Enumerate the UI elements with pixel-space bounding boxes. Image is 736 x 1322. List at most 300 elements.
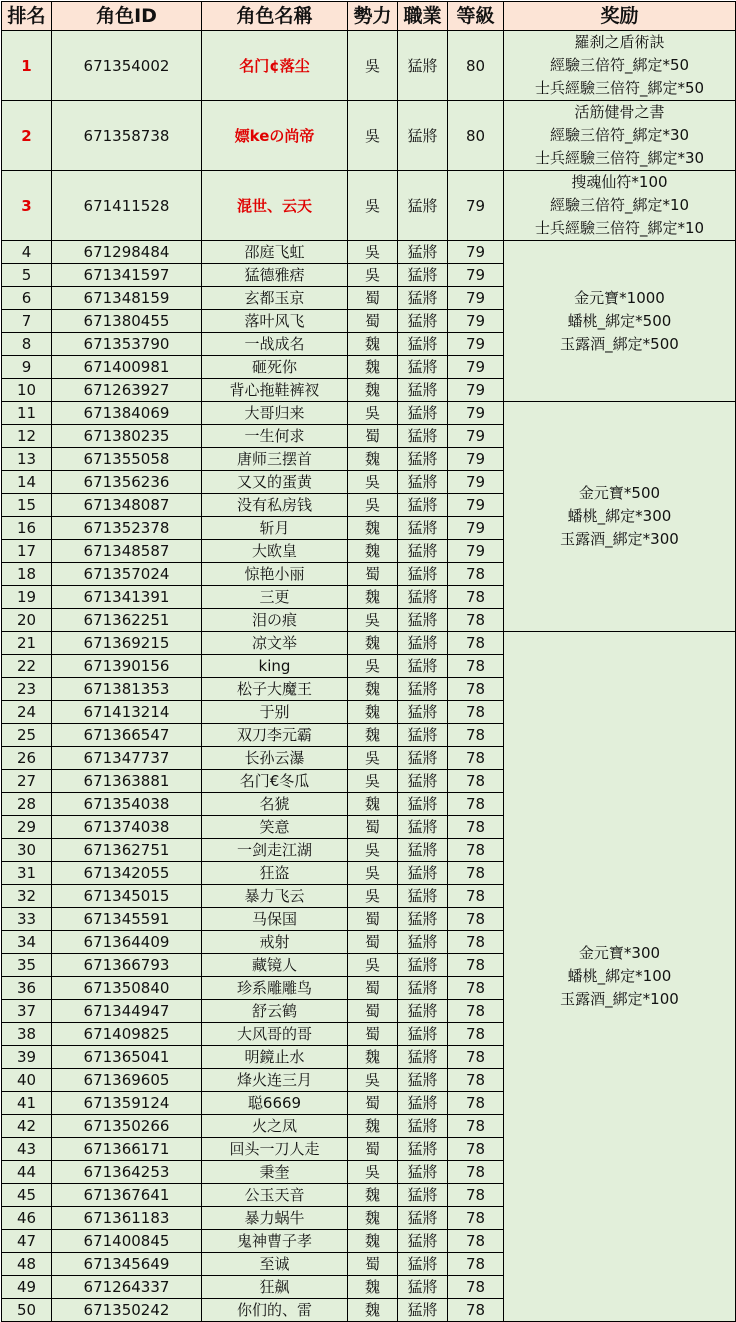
faction-cell: 蜀 bbox=[348, 563, 398, 586]
name-cell: 凉文举 bbox=[202, 632, 348, 655]
id-cell: 671353790 bbox=[52, 333, 202, 356]
faction-cell: 吳 bbox=[348, 770, 398, 793]
name-cell: 暴力飞云 bbox=[202, 885, 348, 908]
name-cell: 一剑走江湖 bbox=[202, 839, 348, 862]
name-cell: 一战成名 bbox=[202, 333, 348, 356]
level-cell: 78 bbox=[448, 701, 504, 724]
faction-cell: 吳 bbox=[348, 885, 398, 908]
level-cell: 78 bbox=[448, 862, 504, 885]
faction-cell: 吳 bbox=[348, 101, 398, 171]
id-cell: 671341391 bbox=[52, 586, 202, 609]
name-cell: king bbox=[202, 655, 348, 678]
job-cell: 猛將 bbox=[398, 241, 448, 264]
rank-cell: 26 bbox=[2, 747, 52, 770]
name-cell: 珍系雕雕鸟 bbox=[202, 977, 348, 1000]
job-cell: 猛將 bbox=[398, 471, 448, 494]
level-cell: 78 bbox=[448, 770, 504, 793]
id-cell: 671355058 bbox=[52, 448, 202, 471]
name-cell: 笑意 bbox=[202, 816, 348, 839]
name-cell: 砸死你 bbox=[202, 356, 348, 379]
job-cell: 猛將 bbox=[398, 379, 448, 402]
rank-cell: 41 bbox=[2, 1092, 52, 1115]
level-cell: 79 bbox=[448, 264, 504, 287]
rank-cell: 49 bbox=[2, 1276, 52, 1299]
faction-cell: 蜀 bbox=[348, 287, 398, 310]
faction-cell: 吳 bbox=[348, 471, 398, 494]
level-cell: 80 bbox=[448, 31, 504, 101]
faction-cell: 吳 bbox=[348, 264, 398, 287]
job-cell: 猛將 bbox=[398, 517, 448, 540]
job-cell: 猛將 bbox=[398, 264, 448, 287]
level-cell: 79 bbox=[448, 494, 504, 517]
faction-cell: 魏 bbox=[348, 1184, 398, 1207]
id-cell: 671342055 bbox=[52, 862, 202, 885]
id-cell: 671364253 bbox=[52, 1161, 202, 1184]
id-cell: 671352378 bbox=[52, 517, 202, 540]
id-cell: 671354038 bbox=[52, 793, 202, 816]
rank-cell: 8 bbox=[2, 333, 52, 356]
rank-cell: 40 bbox=[2, 1069, 52, 1092]
reward-line: 士兵經驗三倍符_綁定*10 bbox=[534, 219, 705, 237]
rank-cell: 3 bbox=[2, 171, 52, 241]
reward-line: 士兵經驗三倍符_綁定*30 bbox=[534, 149, 705, 167]
job-cell: 猛將 bbox=[398, 885, 448, 908]
header-rank: 排名 bbox=[2, 2, 52, 31]
id-cell: 671358738 bbox=[52, 101, 202, 171]
id-cell: 671390156 bbox=[52, 655, 202, 678]
reward-line: 經驗三倍符_綁定*50 bbox=[549, 56, 690, 74]
job-cell: 猛將 bbox=[398, 1299, 448, 1322]
name-cell: 公玉天音 bbox=[202, 1184, 348, 1207]
level-cell: 78 bbox=[448, 1207, 504, 1230]
rank-cell: 37 bbox=[2, 1000, 52, 1023]
job-cell: 猛將 bbox=[398, 793, 448, 816]
level-cell: 78 bbox=[448, 724, 504, 747]
reward-line: 蟠桃_綁定*300 bbox=[567, 507, 672, 525]
level-cell: 78 bbox=[448, 1046, 504, 1069]
level-cell: 78 bbox=[448, 1253, 504, 1276]
rank-cell: 50 bbox=[2, 1299, 52, 1322]
job-cell: 猛將 bbox=[398, 310, 448, 333]
id-cell: 671384069 bbox=[52, 402, 202, 425]
reward-line: 金元寶*1000 bbox=[574, 288, 665, 307]
faction-cell: 吳 bbox=[348, 655, 398, 678]
rank-cell: 35 bbox=[2, 954, 52, 977]
rank-cell: 31 bbox=[2, 862, 52, 885]
header-faction: 勢力 bbox=[348, 2, 398, 31]
level-cell: 78 bbox=[448, 793, 504, 816]
rank-cell: 12 bbox=[2, 425, 52, 448]
level-cell: 79 bbox=[448, 356, 504, 379]
level-cell: 78 bbox=[448, 563, 504, 586]
faction-cell: 吳 bbox=[348, 954, 398, 977]
name-cell: 三更 bbox=[202, 586, 348, 609]
id-cell: 671264337 bbox=[52, 1276, 202, 1299]
faction-cell: 魏 bbox=[348, 1230, 398, 1253]
rank-cell: 5 bbox=[2, 264, 52, 287]
job-cell: 猛將 bbox=[398, 356, 448, 379]
id-cell: 671361183 bbox=[52, 1207, 202, 1230]
rank-cell: 17 bbox=[2, 540, 52, 563]
level-cell: 78 bbox=[448, 1092, 504, 1115]
rank-cell: 18 bbox=[2, 563, 52, 586]
id-cell: 671369215 bbox=[52, 632, 202, 655]
job-cell: 猛將 bbox=[398, 1069, 448, 1092]
name-cell: 惊艳小丽 bbox=[202, 563, 348, 586]
level-cell: 78 bbox=[448, 977, 504, 1000]
level-cell: 79 bbox=[448, 448, 504, 471]
job-cell: 猛將 bbox=[398, 701, 448, 724]
name-cell: 狂飙 bbox=[202, 1276, 348, 1299]
id-cell: 671413214 bbox=[52, 701, 202, 724]
rank-cell: 4 bbox=[2, 241, 52, 264]
level-cell: 78 bbox=[448, 655, 504, 678]
name-cell: 秉奎 bbox=[202, 1161, 348, 1184]
name-cell: 鬼神曹子孝 bbox=[202, 1230, 348, 1253]
level-cell: 79 bbox=[448, 171, 504, 241]
id-cell: 671350242 bbox=[52, 1299, 202, 1322]
rank-cell: 13 bbox=[2, 448, 52, 471]
table-row bbox=[2, 171, 736, 241]
table-row bbox=[2, 31, 736, 101]
name-cell: 唐师三摆首 bbox=[202, 448, 348, 471]
job-cell: 猛將 bbox=[398, 448, 448, 471]
rank-cell: 11 bbox=[2, 402, 52, 425]
id-cell: 671350840 bbox=[52, 977, 202, 1000]
rank-cell: 24 bbox=[2, 701, 52, 724]
job-cell: 猛將 bbox=[398, 816, 448, 839]
id-cell: 671366171 bbox=[52, 1138, 202, 1161]
header-job: 職業 bbox=[398, 2, 448, 31]
level-cell: 78 bbox=[448, 1000, 504, 1023]
rank-cell: 21 bbox=[2, 632, 52, 655]
table-row bbox=[2, 101, 736, 171]
level-cell: 79 bbox=[448, 540, 504, 563]
id-cell: 671380235 bbox=[52, 425, 202, 448]
level-cell: 78 bbox=[448, 1299, 504, 1322]
rank-cell: 44 bbox=[2, 1161, 52, 1184]
job-cell: 猛將 bbox=[398, 31, 448, 101]
reward-line: 活筋健骨之書 bbox=[574, 103, 665, 121]
id-cell: 671356236 bbox=[52, 471, 202, 494]
level-cell: 78 bbox=[448, 908, 504, 931]
job-cell: 猛將 bbox=[398, 839, 448, 862]
table-row bbox=[2, 241, 736, 264]
rank-cell: 10 bbox=[2, 379, 52, 402]
level-cell: 78 bbox=[448, 609, 504, 632]
faction-cell: 蜀 bbox=[348, 1092, 398, 1115]
level-cell: 80 bbox=[448, 101, 504, 171]
faction-cell: 蜀 bbox=[348, 1000, 398, 1023]
job-cell: 猛將 bbox=[398, 609, 448, 632]
rank-cell: 43 bbox=[2, 1138, 52, 1161]
job-cell: 猛將 bbox=[398, 540, 448, 563]
name-cell: 于别 bbox=[202, 701, 348, 724]
level-cell: 78 bbox=[448, 1184, 504, 1207]
ranking-table bbox=[1, 1, 736, 1322]
job-cell: 猛將 bbox=[398, 1207, 448, 1230]
faction-cell: 蜀 bbox=[348, 816, 398, 839]
id-cell: 671345015 bbox=[52, 885, 202, 908]
job-cell: 猛將 bbox=[398, 1253, 448, 1276]
rank-cell: 38 bbox=[2, 1023, 52, 1046]
job-cell: 猛將 bbox=[398, 1161, 448, 1184]
id-cell: 671350266 bbox=[52, 1115, 202, 1138]
id-cell: 671374038 bbox=[52, 816, 202, 839]
reward-line: 經驗三倍符_綁定*30 bbox=[549, 126, 690, 144]
job-cell: 猛將 bbox=[398, 1138, 448, 1161]
faction-cell: 魏 bbox=[348, 701, 398, 724]
level-cell: 78 bbox=[448, 1276, 504, 1299]
job-cell: 猛將 bbox=[398, 402, 448, 425]
job-cell: 猛將 bbox=[398, 1230, 448, 1253]
name-cell: 双刀李元霸 bbox=[202, 724, 348, 747]
job-cell: 猛將 bbox=[398, 1115, 448, 1138]
id-cell: 671400981 bbox=[52, 356, 202, 379]
header-row bbox=[2, 2, 736, 31]
name-cell: 你们的、雷 bbox=[202, 1299, 348, 1322]
id-cell: 671365041 bbox=[52, 1046, 202, 1069]
job-cell: 猛將 bbox=[398, 977, 448, 1000]
reward-cell bbox=[504, 101, 736, 171]
job-cell: 猛將 bbox=[398, 770, 448, 793]
job-cell: 猛將 bbox=[398, 747, 448, 770]
id-cell: 671367641 bbox=[52, 1184, 202, 1207]
id-cell: 671348587 bbox=[52, 540, 202, 563]
reward-cell bbox=[504, 171, 736, 241]
faction-cell: 吳 bbox=[348, 31, 398, 101]
level-cell: 78 bbox=[448, 747, 504, 770]
job-cell: 猛將 bbox=[398, 954, 448, 977]
faction-cell: 吳 bbox=[348, 862, 398, 885]
level-cell: 79 bbox=[448, 287, 504, 310]
faction-cell: 吳 bbox=[348, 1161, 398, 1184]
level-cell: 78 bbox=[448, 954, 504, 977]
job-cell: 猛將 bbox=[398, 1276, 448, 1299]
name-cell: 名门¢落尘 bbox=[202, 31, 348, 101]
rank-cell: 7 bbox=[2, 310, 52, 333]
id-cell: 671345591 bbox=[52, 908, 202, 931]
name-cell: 明鏡止水 bbox=[202, 1046, 348, 1069]
level-cell: 78 bbox=[448, 839, 504, 862]
name-cell: 松子大魔王 bbox=[202, 678, 348, 701]
level-cell: 79 bbox=[448, 333, 504, 356]
reward-line: 金元寶*300 bbox=[578, 944, 661, 962]
reward-line: 玉露酒_綁定*300 bbox=[560, 530, 679, 548]
name-cell: 泪の痕 bbox=[202, 609, 348, 632]
faction-cell: 吳 bbox=[348, 609, 398, 632]
level-cell: 78 bbox=[448, 1138, 504, 1161]
faction-cell: 魏 bbox=[348, 333, 398, 356]
rank-cell: 28 bbox=[2, 793, 52, 816]
job-cell: 猛將 bbox=[398, 425, 448, 448]
name-cell: 玄都玉京 bbox=[202, 287, 348, 310]
name-cell: 斩月 bbox=[202, 517, 348, 540]
rank-cell: 39 bbox=[2, 1046, 52, 1069]
level-cell: 79 bbox=[448, 425, 504, 448]
faction-cell: 魏 bbox=[348, 1276, 398, 1299]
name-cell: 暴力蜗牛 bbox=[202, 1207, 348, 1230]
faction-cell: 蜀 bbox=[348, 931, 398, 954]
id-cell: 671380455 bbox=[52, 310, 202, 333]
id-cell: 671263927 bbox=[52, 379, 202, 402]
id-cell: 671363881 bbox=[52, 770, 202, 793]
id-cell: 671366547 bbox=[52, 724, 202, 747]
id-cell: 671345649 bbox=[52, 1253, 202, 1276]
faction-cell: 蜀 bbox=[348, 908, 398, 931]
rank-cell: 48 bbox=[2, 1253, 52, 1276]
rank-cell: 19 bbox=[2, 586, 52, 609]
rank-cell: 2 bbox=[2, 101, 52, 171]
reward-line: 玉露酒_綁定*500 bbox=[560, 334, 679, 353]
name-cell: 大风哥的哥 bbox=[202, 1023, 348, 1046]
level-cell: 78 bbox=[448, 1161, 504, 1184]
id-cell: 671348087 bbox=[52, 494, 202, 517]
id-cell: 671362751 bbox=[52, 839, 202, 862]
table-body bbox=[2, 31, 736, 1322]
table-row bbox=[2, 402, 736, 425]
rank-cell: 22 bbox=[2, 655, 52, 678]
name-cell: 长孙云瀑 bbox=[202, 747, 348, 770]
rank-cell: 30 bbox=[2, 839, 52, 862]
faction-cell: 魏 bbox=[348, 356, 398, 379]
faction-cell: 魏 bbox=[348, 724, 398, 747]
name-cell: 名猇 bbox=[202, 793, 348, 816]
faction-cell: 吳 bbox=[348, 402, 398, 425]
rank-cell: 42 bbox=[2, 1115, 52, 1138]
faction-cell: 魏 bbox=[348, 379, 398, 402]
faction-cell: 魏 bbox=[348, 1299, 398, 1322]
faction-cell: 魏 bbox=[348, 793, 398, 816]
level-cell: 78 bbox=[448, 1115, 504, 1138]
rank-cell: 14 bbox=[2, 471, 52, 494]
job-cell: 猛將 bbox=[398, 862, 448, 885]
level-cell: 79 bbox=[448, 471, 504, 494]
faction-cell: 魏 bbox=[348, 1046, 398, 1069]
name-cell: 狂盗 bbox=[202, 862, 348, 885]
name-cell: 烽火连三月 bbox=[202, 1069, 348, 1092]
rank-cell: 29 bbox=[2, 816, 52, 839]
header-id: 角色ID bbox=[52, 2, 202, 31]
id-cell: 671362251 bbox=[52, 609, 202, 632]
job-cell: 猛將 bbox=[398, 1000, 448, 1023]
faction-cell: 吳 bbox=[348, 839, 398, 862]
job-cell: 猛將 bbox=[398, 171, 448, 241]
name-cell: 回头一刀人走 bbox=[202, 1138, 348, 1161]
id-cell: 671341597 bbox=[52, 264, 202, 287]
rank-cell: 34 bbox=[2, 931, 52, 954]
level-cell: 78 bbox=[448, 1069, 504, 1092]
job-cell: 猛將 bbox=[398, 333, 448, 356]
job-cell: 猛將 bbox=[398, 908, 448, 931]
level-cell: 79 bbox=[448, 310, 504, 333]
rank-cell: 1 bbox=[2, 31, 52, 101]
name-cell: 至诚 bbox=[202, 1253, 348, 1276]
id-cell: 671411528 bbox=[52, 171, 202, 241]
name-cell: 名门€冬瓜 bbox=[202, 770, 348, 793]
rank-cell: 23 bbox=[2, 678, 52, 701]
reward-cell bbox=[504, 31, 736, 101]
level-cell: 78 bbox=[448, 1230, 504, 1253]
id-cell: 671354002 bbox=[52, 31, 202, 101]
id-cell: 671366793 bbox=[52, 954, 202, 977]
rank-cell: 16 bbox=[2, 517, 52, 540]
name-cell: 混世、云天 bbox=[202, 171, 348, 241]
level-cell: 78 bbox=[448, 632, 504, 655]
faction-cell: 吳 bbox=[348, 747, 398, 770]
reward-line: 金元寶*500 bbox=[578, 484, 661, 502]
id-cell: 671344947 bbox=[52, 1000, 202, 1023]
rank-cell: 32 bbox=[2, 885, 52, 908]
faction-cell: 魏 bbox=[348, 586, 398, 609]
level-cell: 78 bbox=[448, 885, 504, 908]
id-cell: 671364409 bbox=[52, 931, 202, 954]
level-cell: 78 bbox=[448, 1023, 504, 1046]
name-cell: 聪6669 bbox=[202, 1092, 348, 1115]
level-cell: 79 bbox=[448, 402, 504, 425]
rank-cell: 6 bbox=[2, 287, 52, 310]
rank-cell: 46 bbox=[2, 1207, 52, 1230]
reward-line: 羅刹之盾術訣 bbox=[574, 33, 665, 51]
job-cell: 猛將 bbox=[398, 1046, 448, 1069]
header-name: 角色名稱 bbox=[202, 2, 348, 31]
reward-line: 玉露酒_綁定*100 bbox=[560, 990, 679, 1008]
name-cell: 马保国 bbox=[202, 908, 348, 931]
faction-cell: 吳 bbox=[348, 171, 398, 241]
rank-cell: 27 bbox=[2, 770, 52, 793]
name-cell: 大哥归来 bbox=[202, 402, 348, 425]
job-cell: 猛將 bbox=[398, 563, 448, 586]
faction-cell: 魏 bbox=[348, 448, 398, 471]
job-cell: 猛將 bbox=[398, 101, 448, 171]
rank-cell: 47 bbox=[2, 1230, 52, 1253]
rank-cell: 33 bbox=[2, 908, 52, 931]
job-cell: 猛將 bbox=[398, 1023, 448, 1046]
faction-cell: 吳 bbox=[348, 241, 398, 264]
level-cell: 78 bbox=[448, 816, 504, 839]
faction-cell: 魏 bbox=[348, 1207, 398, 1230]
id-cell: 671409825 bbox=[52, 1023, 202, 1046]
reward-line: 蟠桃_綁定*500 bbox=[567, 311, 672, 330]
name-cell: 邵庭飞虹 bbox=[202, 241, 348, 264]
level-cell: 78 bbox=[448, 678, 504, 701]
name-cell: 火之凤 bbox=[202, 1115, 348, 1138]
id-cell: 671369605 bbox=[52, 1069, 202, 1092]
level-cell: 79 bbox=[448, 379, 504, 402]
faction-cell: 吳 bbox=[348, 494, 398, 517]
job-cell: 猛將 bbox=[398, 1184, 448, 1207]
id-cell: 671357024 bbox=[52, 563, 202, 586]
rank-cell: 15 bbox=[2, 494, 52, 517]
name-cell: 戒射 bbox=[202, 931, 348, 954]
name-cell: 又又的蛋黄 bbox=[202, 471, 348, 494]
faction-cell: 魏 bbox=[348, 540, 398, 563]
job-cell: 猛將 bbox=[398, 724, 448, 747]
faction-cell: 魏 bbox=[348, 632, 398, 655]
name-cell: 大欧皇 bbox=[202, 540, 348, 563]
rank-cell: 9 bbox=[2, 356, 52, 379]
id-cell: 671359124 bbox=[52, 1092, 202, 1115]
header-level: 等級 bbox=[448, 2, 504, 31]
reward-cell bbox=[504, 632, 736, 1322]
id-cell: 671348159 bbox=[52, 287, 202, 310]
faction-cell: 蜀 bbox=[348, 1253, 398, 1276]
reward-line: 士兵經驗三倍符_綁定*50 bbox=[534, 79, 705, 97]
name-cell: 舒云鹤 bbox=[202, 1000, 348, 1023]
name-cell: 背心拖鞋裤衩 bbox=[202, 379, 348, 402]
name-cell: 藏镜人 bbox=[202, 954, 348, 977]
rank-cell: 25 bbox=[2, 724, 52, 747]
